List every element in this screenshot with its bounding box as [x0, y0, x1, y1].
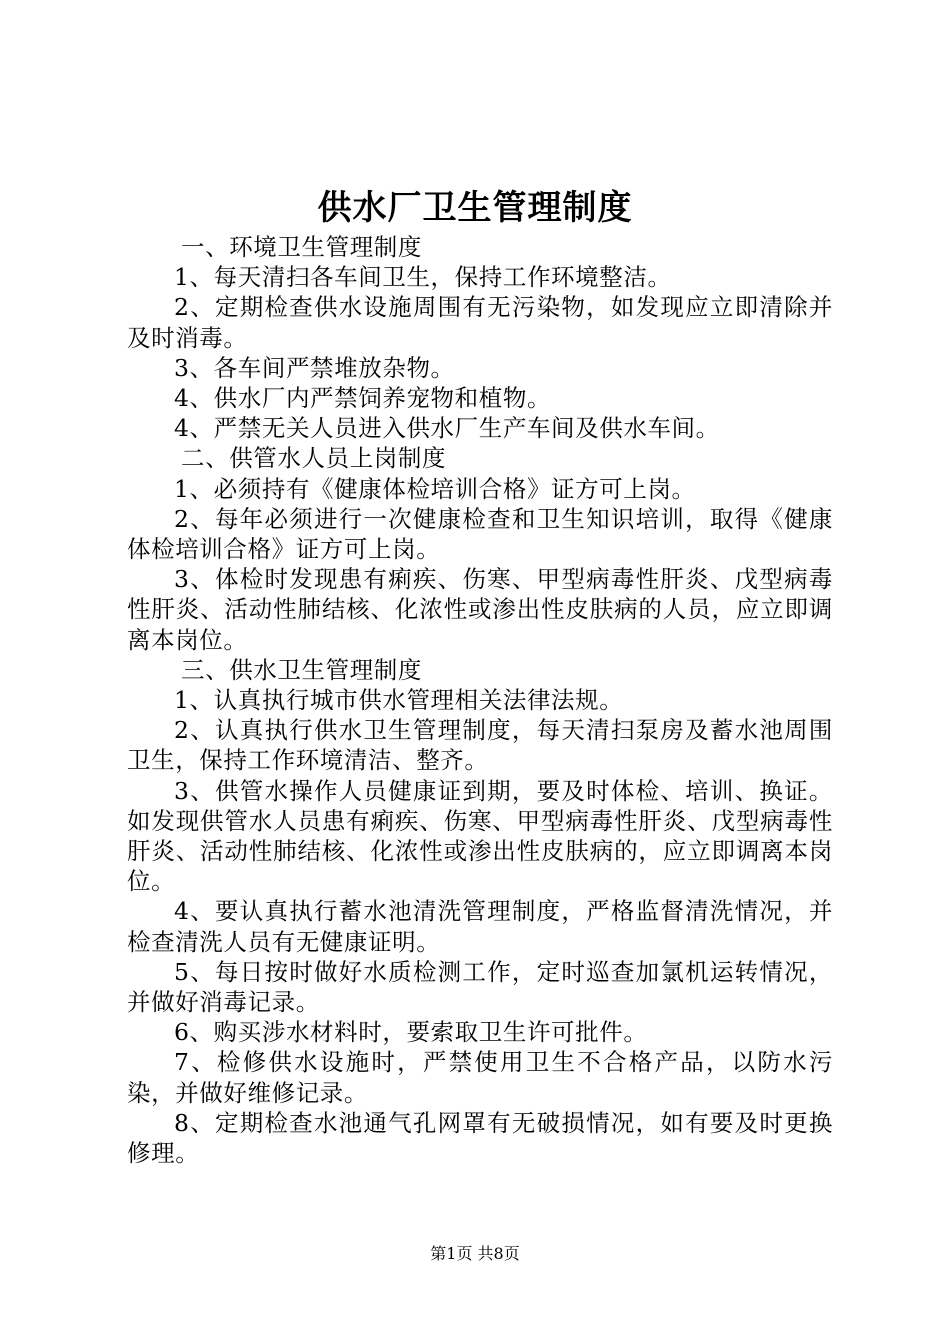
- paragraph: 3、供管水操作人员健康证到期，要及时体检、培训、换证。如发现供管水人员患有痢疾、伤寒、甲型病毒性肝炎、戊型病毒性肝炎、活动性肺结核、化浓性或渗出性皮肤病的，应立即调离本岗位。: [127, 776, 833, 896]
- document-title: 供水厂卫生管理制度: [317, 188, 633, 228]
- paragraph: 1、认真执行城市供水管理相关法律法规。: [174, 686, 624, 715]
- paragraph: 2、定期检查供水设施周围有无污染物，如发现应立即清除并及时消毒。: [127, 293, 833, 352]
- paragraph: 5、每日按时做好水质检测工作，定时巡查加氯机运转情况，并做好消毒记录。: [127, 957, 833, 1017]
- paragraph: 3、各车间严禁堆放杂物。: [174, 353, 455, 382]
- document-body: [127, 232, 833, 1168]
- paragraph: 6、购买涉水材料时，要索取卫生许可批件。: [174, 1018, 648, 1047]
- paragraph: 2、认真执行供水卫生管理制度，每天清扫泵房及蓄水池周围卫生，保持工作环境清洁、整齐。: [127, 716, 833, 775]
- paragraph: 4、要认真执行蓄水池清洗管理制度，严格监督清洗情况，并检查清洗人员有无健康证明。: [127, 897, 833, 956]
- paragraph: 2、每年必须进行一次健康检查和卫生知识培训，取得《健康体检培训合格》证方可上岗。: [127, 504, 833, 564]
- paragraph: 1、必须持有《健康体检培训合格》证方可上岗。: [174, 474, 696, 503]
- paragraph: 3、体检时发现患有痢疾、伤寒、甲型病毒性肝炎、戊型病毒性肝炎、活动性肺结核、化浓性或渗出性皮肤病的人员，应立即调离本岗位。: [127, 565, 833, 654]
- paragraph: 8、定期检查水池通气孔网罩有无破损情况，如有要及时更换修理。: [127, 1108, 833, 1168]
- paragraph: 1、每天清扫各车间卫生，保持工作环境整洁。: [174, 263, 672, 292]
- section-heading: 三、供水卫生管理制度: [181, 655, 422, 684]
- paragraph: 4、严禁无关人员进入供水厂生产车间及供水车间。: [174, 414, 720, 443]
- paragraph: 4、供水厂内严禁饲养宠物和植物。: [174, 384, 552, 413]
- section-heading: 二、供管水人员上岗制度: [181, 444, 447, 473]
- page-footer: 第1页 共8页: [430, 1244, 520, 1263]
- section-heading: 一、环境卫生管理制度: [181, 233, 422, 261]
- paragraph: 7、检修供水设施时，严禁使用卫生不合格产品，以防水污染，并做好维修记录。: [127, 1048, 833, 1107]
